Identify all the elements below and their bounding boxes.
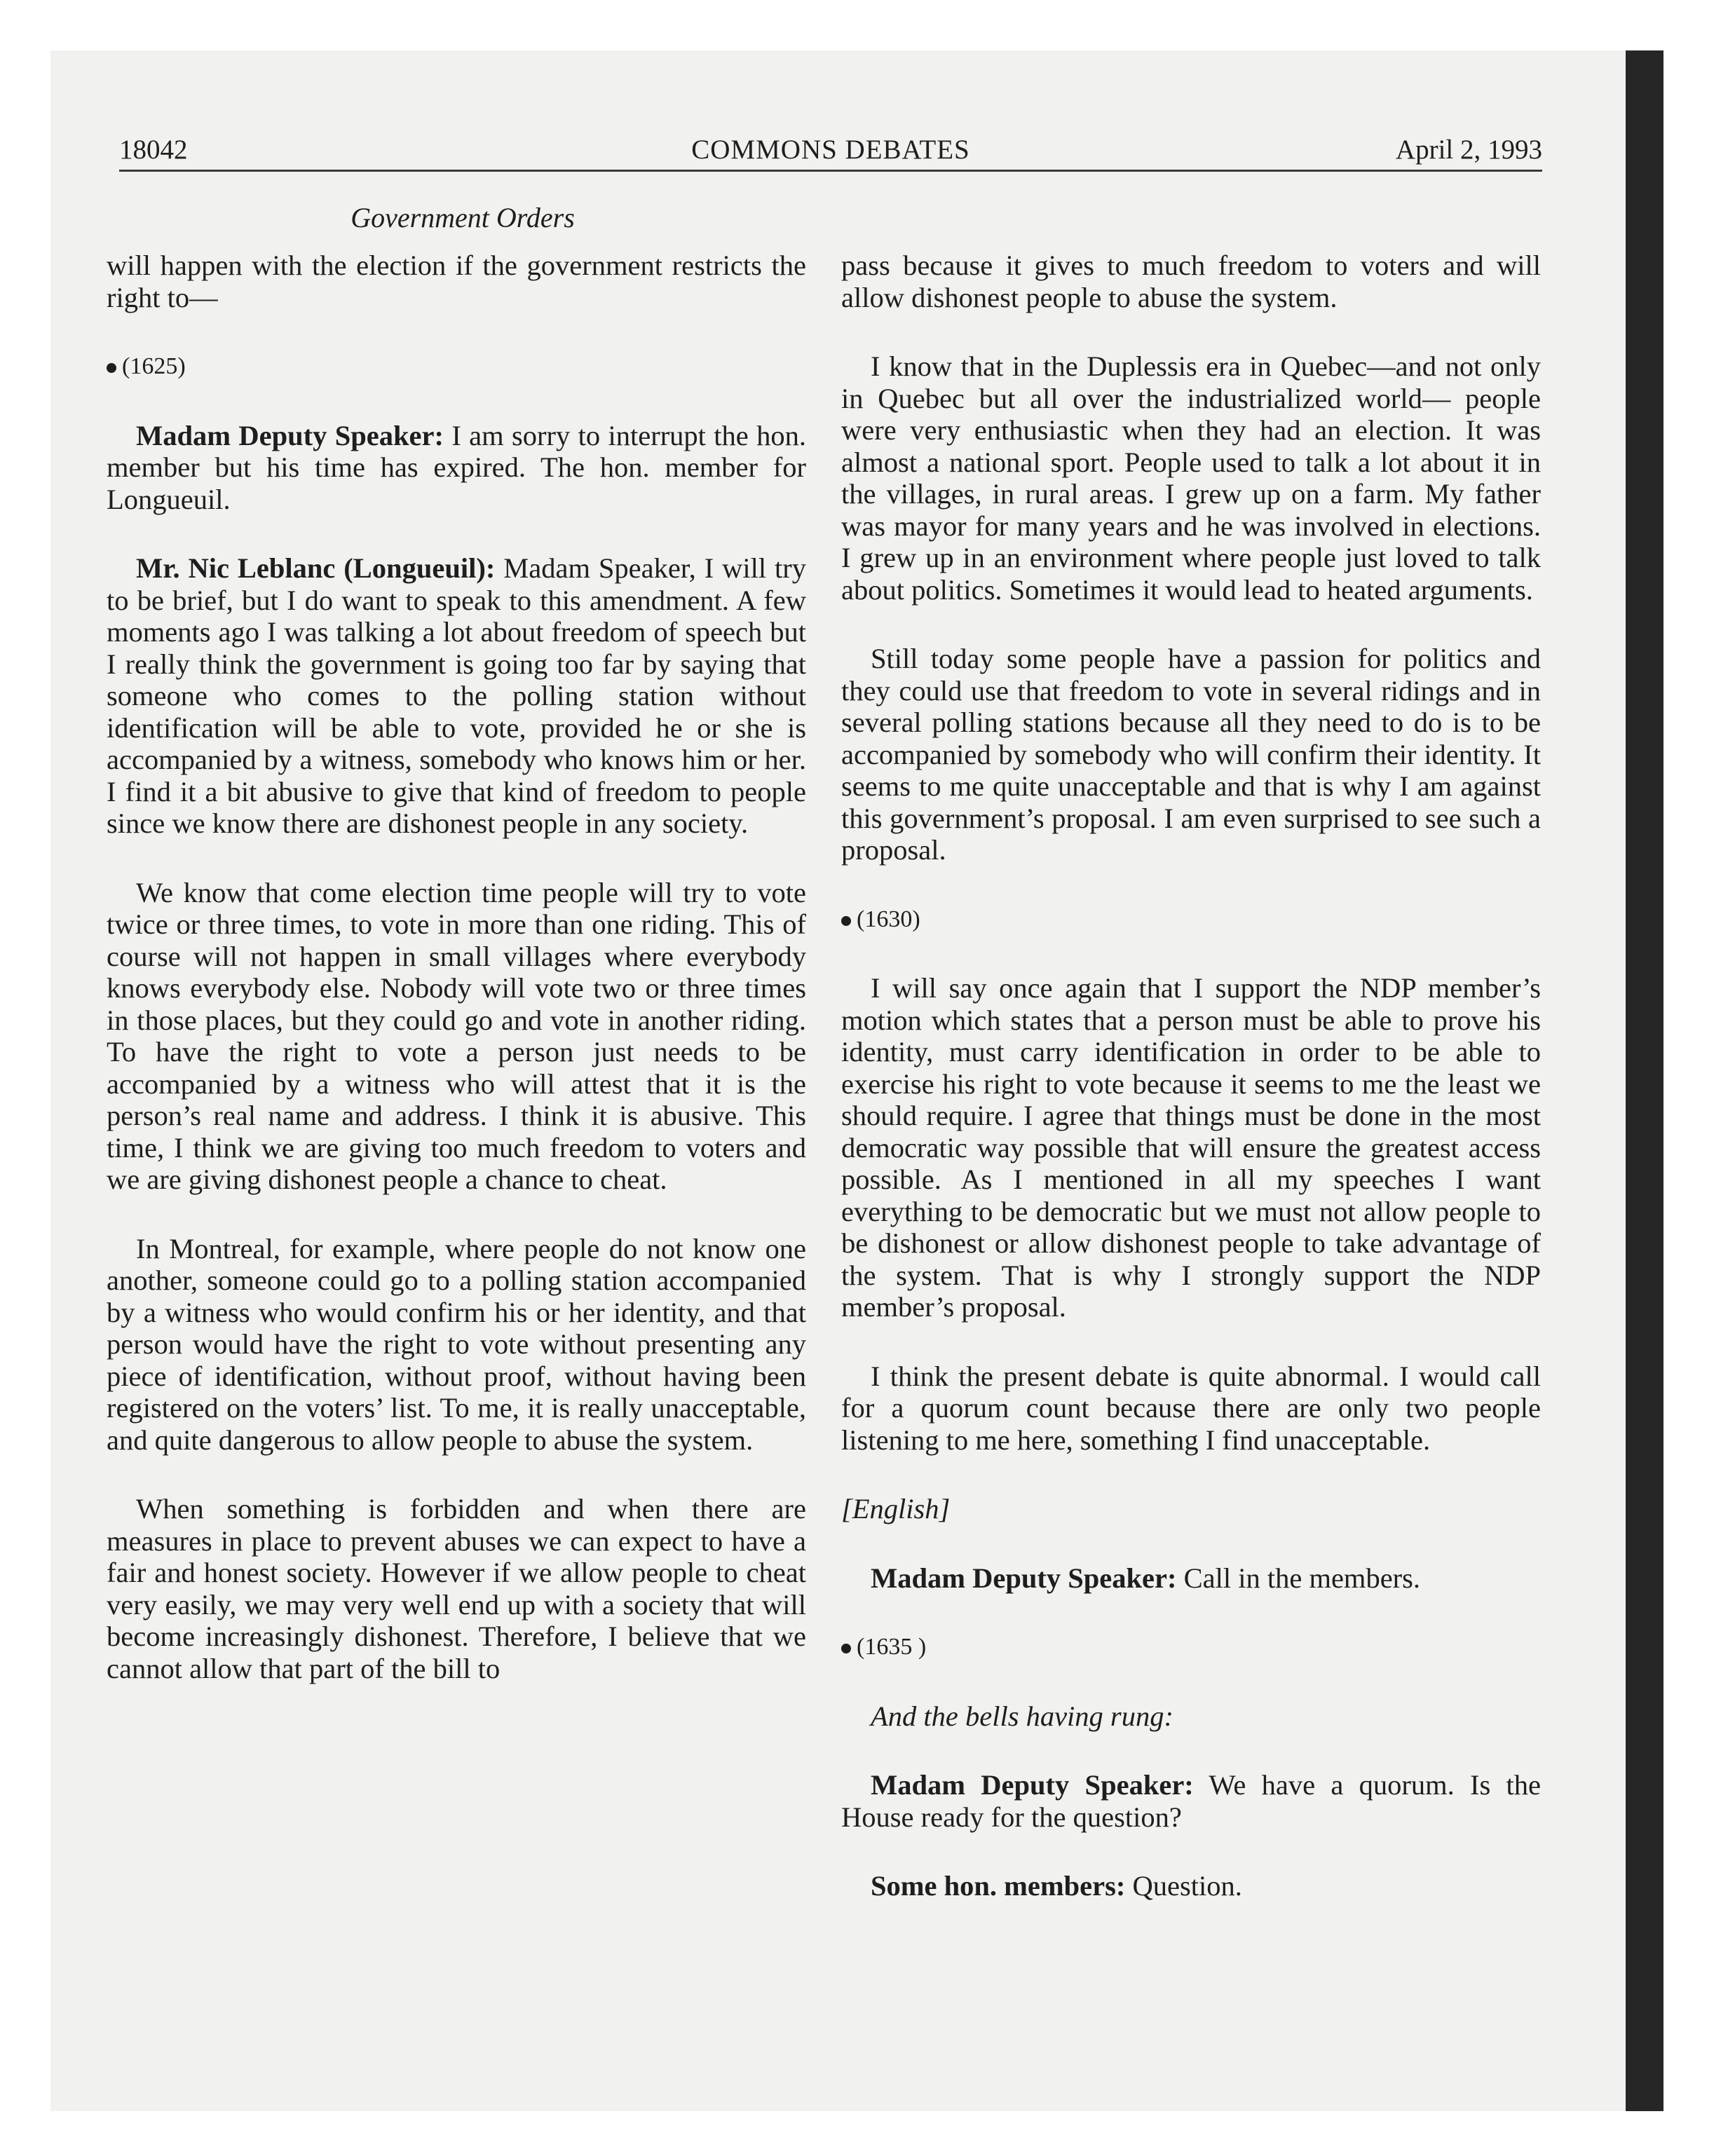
speaker-name: Madam Deputy Speaker: [136, 419, 444, 451]
bullet-icon [841, 1644, 851, 1653]
time-marker [841, 1631, 1541, 1663]
time-marker-label: (1635 ) [857, 1634, 927, 1660]
left-column [107, 250, 806, 1721]
paragraph: Still today some people have a passion for politics and they could use that freedom to vote in several ridings and in several polling stations because all they need to do is to be accompanied by somebody who will confirm their identity. It seems to me quite unacceptable and that is why I am against this government’s proposal. I am even surprised to see such a proposal. [841, 643, 1541, 866]
speaker-name: Madam Deputy Speaker: [871, 1562, 1177, 1594]
page-date: April 2, 1993 [1395, 135, 1542, 165]
speaker-name: Some hon. members: [871, 1870, 1126, 1902]
page-number: 18042 [119, 135, 188, 165]
time-marker-label: (1625) [122, 353, 186, 379]
time-marker [841, 903, 1541, 936]
scan-edge-shadow [1626, 50, 1663, 2111]
speaker-name: Mr. Nic Leblanc (Longueuil): [136, 552, 496, 584]
paragraph: When something is forbidden and when there are measures in place to prevent abuses we can expect to have a fair and honest society. However if we allow people to cheat very easily, we may very well end up with a society that will become increasingly dishonest. Therefore, I believe that we cannot allow that part of the bill to [107, 1493, 806, 1684]
page-header [119, 130, 1542, 170]
paragraph: pass because it gives to much freedom to voters and will allow dishonest people to abuse the system. [841, 250, 1541, 313]
speech-paragraph [107, 552, 806, 840]
paragraph: I think the present debate is quite abnormal. I would call for a quorum count because there are only two people listening to me here, something I find unacceptable. [841, 1360, 1541, 1456]
publication-title: COMMONS DEBATES [691, 135, 970, 165]
bullet-icon [841, 916, 851, 926]
speech-paragraph [841, 1769, 1541, 1833]
time-marker-label: (1630) [857, 906, 920, 932]
speaker-name: Madam Deputy Speaker: [871, 1769, 1194, 1801]
paragraph: will happen with the election if the government restricts the right to— [107, 250, 806, 313]
language-note: [English] [841, 1493, 951, 1524]
speech-text: I am sorry to interrupt the hon. member but his time has expired. The hon. member for Longueuil. [107, 419, 807, 515]
speech-paragraph [841, 1870, 1541, 1902]
paragraph: In Montreal, for example, where people do not know one another, someone could go to a polling station accompanied by a witness who would confirm his or her identity, and that person would have the right to vote without presenting any piece of identification, without proof, without having been registered on the voters’ list. To me, it is really unacceptable, and quite dangerous to allow people to abuse the system. [107, 1232, 806, 1456]
speech-paragraph [841, 1562, 1541, 1595]
right-column [841, 250, 1541, 1939]
section-heading: Government Orders [351, 202, 575, 233]
speech-text: Call in the members. [1176, 1562, 1421, 1594]
speech-text: Madam Speaker, I will try to be brief, but I do want to speak to this amendment. A few moments ago I was talking a lot about freedom of speech but I really think the government is going too far by saying that someone who comes to the polling station without identification will be able to vote, provided he or she is accompanied by a witness, somebody who knows him or her. I find it a bit abusive to give that kind of freedom to people since we know there are dishonest people in any society. [107, 552, 806, 839]
speech-paragraph [107, 420, 806, 516]
speech-text: We have a quorum. Is the House ready for the question? [841, 1769, 1542, 1833]
paragraph: I will say once again that I support the NDP member’s motion which states that a person must be able to prove his identity, must carry identification in order to be able to exercise his right to vote because it seems to me the least we should require. I agree that things must be done in the most democratic way possible that will ensure the greatest access possible. As I mentioned in all my speeches I want everything to be democratic but we must not allow people to be dishonest or allow dishonest people to take advantage of the system. That is why I strongly support the NDP member’s proposal. [841, 972, 1541, 1323]
speech-text: Question. [1125, 1870, 1242, 1902]
time-marker [107, 350, 806, 383]
paragraph: I know that in the Duplessis era in Quebec—and not only in Quebec but all over the industrialized world— people were very enthusiastic when they had an election. It was almost a national sport. People used to talk a lot about it in the villages, in rural areas. I grew up on a farm. My father was mayor for many years and he was involved in elections. I grew up in an environment where people just loved to talk about politics. Sometimes it would lead to heated arguments. [841, 350, 1541, 606]
header-rule [119, 170, 1542, 172]
stage-direction: And the bells having rung: [871, 1700, 1173, 1732]
bullet-icon [107, 363, 116, 373]
paragraph: We know that come election time people will try to vote twice or three times, to vote in more than one riding. This of course will not happen in small villages where everybody knows everybody else. Nobody will vote two or three times in those places, but they could go and vote in another riding. To have the right to vote a person just needs to be accompanied by a witness who will attest that it is the person’s real name and address. I think it is abusive. This time, I think we are giving too much freedom to voters and we are giving dishonest people a chance to cheat. [107, 876, 806, 1195]
